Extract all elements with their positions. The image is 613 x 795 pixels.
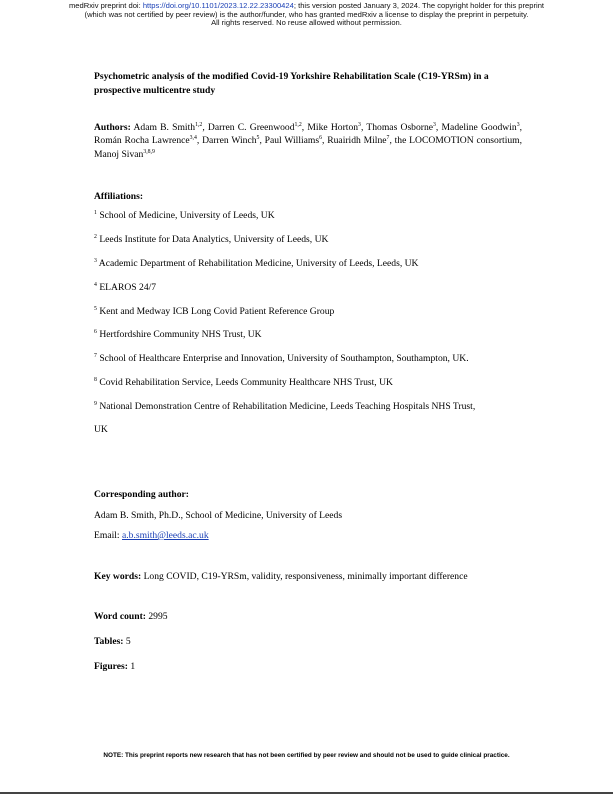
author-names: Adam B. Smith$^{1,2}$, Darren C. Greenwood$^{1,2}$, Mike Horton$^3$, Thomas Osborne$^3$, Madeline Goodwin$^3$, Román Rocha Lawrence$^{3,4}$, Darren Winch$^5$, Paul Williams$^6$, Ruairidh Milne$^7$, the LOCOMOTION consortium, Manoj Sivan$^{3,8,9}$ — [94, 122, 523, 160]
tables-row — [94, 636, 131, 647]
author-affiliation-sup: 5 — [256, 135, 260, 142]
affiliation-item — [94, 401, 475, 412]
peer-review-note: NOTE: This preprint reports new research that has not been certified by peer review and should not be used to guide clinical practice. — [103, 752, 510, 759]
author-list — [94, 121, 522, 161]
word-count-label: Word count: — [94, 611, 146, 622]
affiliation-item — [94, 210, 275, 221]
corresponding-author-name: Adam B. Smith, Ph.D., School of Medicine, University of Leeds — [94, 510, 343, 521]
affiliation-number: 2 — [94, 234, 97, 240]
author-affiliation-sup: 3 — [358, 122, 361, 128]
affiliation-number: 4 — [94, 282, 97, 288]
corresponding-author-heading: Corresponding author: — [94, 489, 189, 500]
author-name: Román Rocha Lawrence — [94, 135, 190, 147]
author-affiliation-sup: 3,8,9 — [143, 148, 155, 155]
author-affiliation-sup: 3 — [433, 122, 436, 128]
affiliation-text: National Demonstration Centre of Rehabilitation Medicine, Leeds Teaching Hospitals NHS Trust, — [99, 401, 476, 412]
affiliation-number: 1 — [94, 210, 97, 216]
affiliation-text: Covid Rehabilitation Service, Leeds Community Healthcare NHS Trust, UK — [99, 377, 393, 388]
author-name: Adam B. Smith — [133, 122, 196, 133]
affiliation-text: ELAROS 24/7 — [99, 282, 157, 293]
word-count-value: 2995 — [145, 611, 168, 622]
affiliation-text: Hertfordshire Community NHS Trust, UK — [99, 329, 262, 340]
affiliation-item — [94, 306, 334, 317]
affiliation-continuation: UK — [94, 424, 108, 435]
affiliation-text: School of Healthcare Enterprise and Innovation, University of Southampton, Southampton, UK. — [99, 353, 469, 364]
affiliation-text: Kent and Medway ICB Long Covid Patient Reference Group — [99, 306, 335, 317]
authors-label: Authors: — [94, 122, 131, 133]
author-name: Thomas Osborne — [366, 122, 434, 133]
affiliation-item — [94, 258, 418, 269]
author-name: Darren C. Greenwood — [207, 122, 295, 133]
word-count-row — [94, 611, 168, 622]
affiliation-item — [94, 234, 328, 245]
author-affiliation-sup: 3,4 — [189, 135, 197, 142]
author-affiliation-sup: 6 — [319, 135, 323, 142]
banner-line-3: All rights reserved. No reuse allowed without permission. — [211, 18, 402, 28]
preprint-banner — [0, 2, 613, 28]
doi-link[interactable]: https://doi.org/10.1101/2023.12.22.23300424 — [142, 1, 294, 10]
affiliation-number: 9 — [94, 401, 97, 407]
author-name: Manoj Sivan — [94, 148, 144, 160]
paper-title: Psychometric analysis of the modified Covid-19 Yorkshire Rehabilitation Scale (C19-YRSm) in a prospective multicentre study — [94, 71, 489, 96]
affiliation-number: 8 — [94, 377, 97, 383]
affiliation-text: Academic Department of Rehabilitation Medicine, University of Leeds, Leeds, UK — [98, 258, 419, 269]
figures-row — [94, 661, 135, 672]
author-name: Mike Horton — [307, 122, 359, 133]
affiliation-item — [94, 377, 393, 388]
affiliation-item — [94, 329, 262, 340]
keywords-label: Key words: — [94, 571, 142, 582]
keywords-row — [94, 571, 468, 582]
author-name: Ruairidh Milne — [327, 135, 387, 147]
keywords-text: Long COVID, C19-YRSm, validity, responsiveness, minimally important difference — [141, 571, 468, 582]
email-link[interactable]: a.b.smith@leeds.ac.uk — [121, 530, 209, 541]
affiliation-number: 5 — [94, 306, 97, 312]
author-name: Madeline Goodwin — [441, 122, 517, 133]
email-label: Email: — [94, 530, 122, 541]
affiliation-item — [94, 353, 469, 364]
figures-label: Figures: — [94, 661, 128, 672]
affiliation-text: School of Medicine, University of Leeds, UK — [99, 210, 275, 221]
affiliation-number: 6 — [94, 329, 97, 335]
tables-value: 5 — [123, 636, 131, 647]
author-affiliation-sup: 3 — [516, 122, 520, 128]
affiliation-item — [94, 282, 156, 293]
author-affiliation-sup: 7 — [386, 135, 390, 142]
figures-value: 1 — [127, 661, 136, 672]
affiliation-number: 3 — [94, 258, 97, 264]
author-name: Paul Williams — [264, 135, 320, 147]
affiliations-heading: Affiliations: — [94, 191, 144, 202]
author-affiliation-sup: 1,2 — [294, 122, 302, 128]
banner-doi-label: medRxiv preprint doi: — [68, 1, 143, 10]
corresponding-email-row — [94, 530, 209, 541]
author-affiliation-sup: 1,2 — [195, 122, 203, 128]
tables-label: Tables: — [94, 636, 124, 647]
banner-posted-text: ; this version posted January 3, 2024. The copyright holder for this preprint — [293, 1, 545, 10]
bottom-divider — [0, 792, 613, 794]
author-name: Darren Winch — [202, 135, 257, 147]
affiliation-text: Leeds Institute for Data Analytics, University of Leeds, UK — [99, 234, 329, 245]
banner-line-2: (which was not certified by peer review) is the author/funder, who has granted medRxiv a license to display the preprint in perpetuity. — [84, 9, 529, 19]
affiliation-number: 7 — [94, 353, 97, 359]
author-name: the LOCOMOTION consortium — [394, 135, 520, 147]
